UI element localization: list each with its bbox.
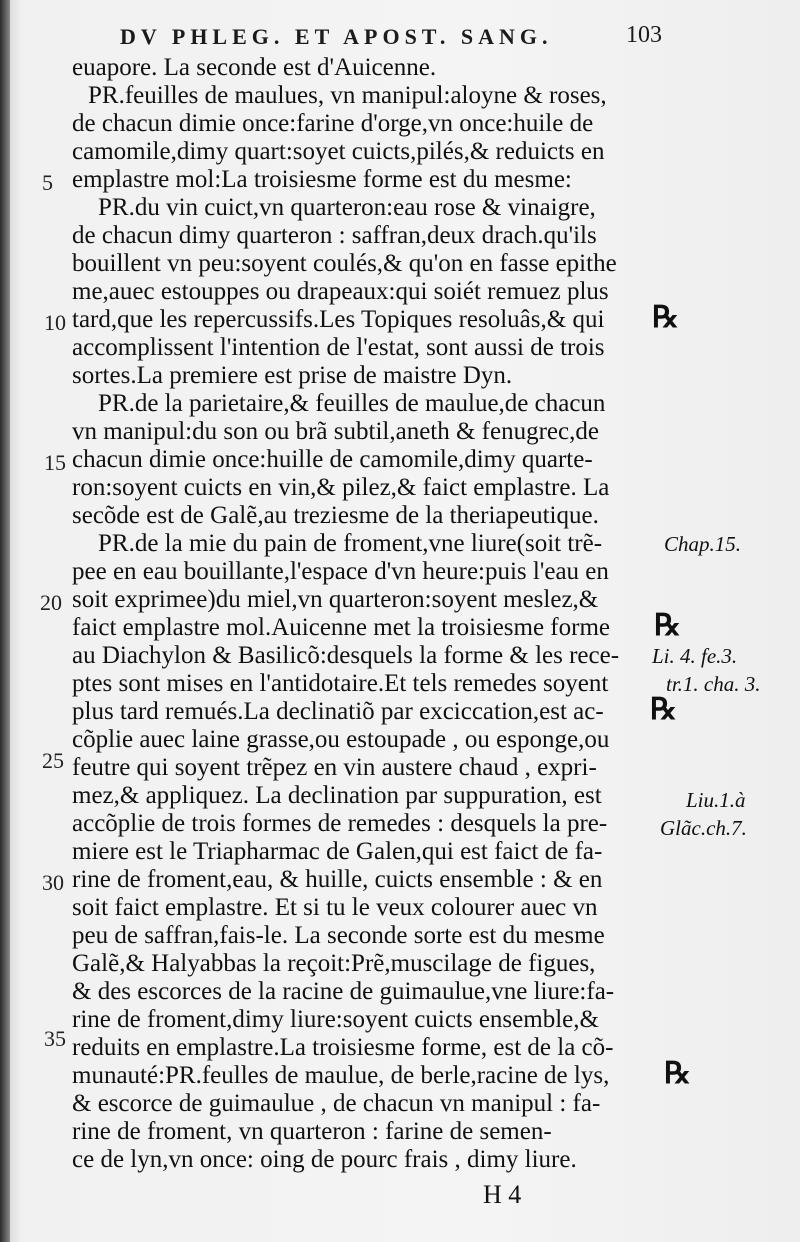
text-line: rine de froment, vn quarteron : farine de semen- (72, 1118, 552, 1145)
text-line: reduits en emplastre.La troisiesme forme, est de la cõ- (72, 1034, 614, 1061)
text-line: faict emplastre mol.Auicenne met la troisiesme forme (72, 614, 611, 641)
text-line: feutre qui soyent trẽpez en vin austere chaud , expri- (72, 754, 597, 781)
recipe-symbol: ℞ (664, 1057, 691, 1090)
text-line: me,auec estouppes ou drapeaux:qui soiét remuez plus (72, 278, 609, 305)
margin-note: Chap.15. (664, 532, 742, 556)
text-line: de chacun dimy quarteron : saffran,deux drach.qu'ils (72, 222, 597, 249)
text-line: secõde est de Galẽ,au treziesme de la theriapeutique. (72, 502, 599, 529)
text-line: camomile,dimy quart:soyet cuicts,pilés,& reduicts en (72, 138, 605, 165)
text-line: rine de froment,dimy liure:soyent cuicts ensemble,& (72, 1006, 599, 1033)
page-gutter-shadow (0, 0, 10, 1242)
text-line: bouillent vn peu:soyent coulés,& qu'on en fasse epithe (72, 250, 617, 277)
text-line: PR.de la parietaire,& feuilles de maulue,de chacun (98, 390, 606, 417)
recipe-symbol: ℞ (652, 301, 679, 334)
text-line: soit faict emplastre. Et si tu le veux colourer auec vn (72, 894, 598, 921)
running-head: DV PHLEG. ET APOST. SANG. (120, 24, 553, 49)
text-line: munauté:PR.feulles de maulue, de berle,racine de lys, (72, 1062, 610, 1089)
text-line: chacun dimie once:huille de camomile,dimy quarte- (72, 446, 593, 473)
text-line: plus tard remués.La declinatiõ par exciccation,est ac- (72, 698, 604, 725)
text-line: accõplie de trois formes de remedes : desquels la pre- (72, 810, 608, 837)
text-line: & des escorces de la racine de guimaulue,vne liure:fa- (72, 978, 615, 1005)
line-number: 5 (42, 170, 53, 195)
page-number: 103 (626, 22, 662, 48)
text-line: cõplie auec laine grasse,ou estoupade , ou esponge,ou (72, 726, 610, 753)
text-line: au Diachylon & Basilicõ:desquels la forme & les rece- (72, 642, 620, 669)
text-line: PR.feuilles de maulues, vn manipul:aloyne & roses, (88, 82, 607, 109)
text-line: euapore. La seconde est d'Auicenne. (72, 54, 437, 81)
line-number: 30 (42, 870, 64, 895)
margin-note: Glãc.ch.7. (660, 816, 747, 840)
text-line: de chacun dimie once:farine d'orge,vn once:huile de (72, 110, 594, 137)
line-number: 10 (44, 310, 66, 335)
text-line: PR.de la mie du pain de froment,vne liure(soit trẽ- (98, 530, 603, 557)
recipe-symbol: ℞ (650, 693, 677, 726)
margin-note: Liu.1.à (686, 788, 746, 812)
text-line: accomplissent l'intention de l'estat, sont aussi de trois (72, 334, 605, 361)
text-line: PR.du vin cuict,vn quarteron:eau rose & vinaigre, (98, 194, 596, 221)
text-line: mez,& appliquez. La declination par suppuration, est (72, 782, 602, 809)
text-line: vn manipul:du son ou brã subtil,aneth & fenugrec,de (72, 418, 599, 445)
signature-mark: H 4 (483, 1180, 522, 1209)
text-line: peu de saffran,fais-le. La seconde sorte est du mesme (72, 922, 605, 949)
text-line: pee en eau bouillante,l'espace d'vn heure:puis l'eau en (72, 558, 609, 585)
text-line: & escorce de guimaulue , de chacun vn manipul : fa- (72, 1090, 601, 1117)
text-line: emplastre mol:La troisiesme forme est du mesme: (72, 166, 572, 193)
margin-note: Li. 4. fe.3. (652, 644, 738, 668)
line-number: 35 (44, 1026, 66, 1051)
text-line: soit exprimee)du miel,vn quarteron:soyent meslez,& (72, 586, 599, 613)
text-line: sortes.La premiere est prise de maistre Dyn. (72, 362, 513, 389)
margin-note: tr.1. cha. 3. (666, 672, 761, 696)
text-line: ron:soyent cuicts en vin,& pilez,& faict emplastre. La (72, 474, 610, 501)
text-line: ptes sont mises en l'antidotaire.Et tels remedes soyent (72, 670, 609, 697)
line-number: 25 (42, 748, 64, 773)
line-number: 15 (44, 450, 66, 475)
text-line: rine de froment,eau, & huille, cuicts ensemble : & en (72, 866, 603, 893)
line-number: 20 (40, 590, 62, 615)
text-line: Galẽ,& Halyabbas la reçoit:Prẽ,muscilage de figues, (72, 950, 596, 977)
text-line: tard,que les repercussifs.Les Topiques resoluâs,& qui (72, 306, 605, 333)
recipe-symbol: ℞ (654, 609, 681, 642)
text-line: ce de lyn,vn once: oing de pourc frais , dimy liure. (72, 1146, 577, 1173)
text-line: miere est le Triapharmac de Galen,qui est faict de fa- (72, 838, 603, 865)
